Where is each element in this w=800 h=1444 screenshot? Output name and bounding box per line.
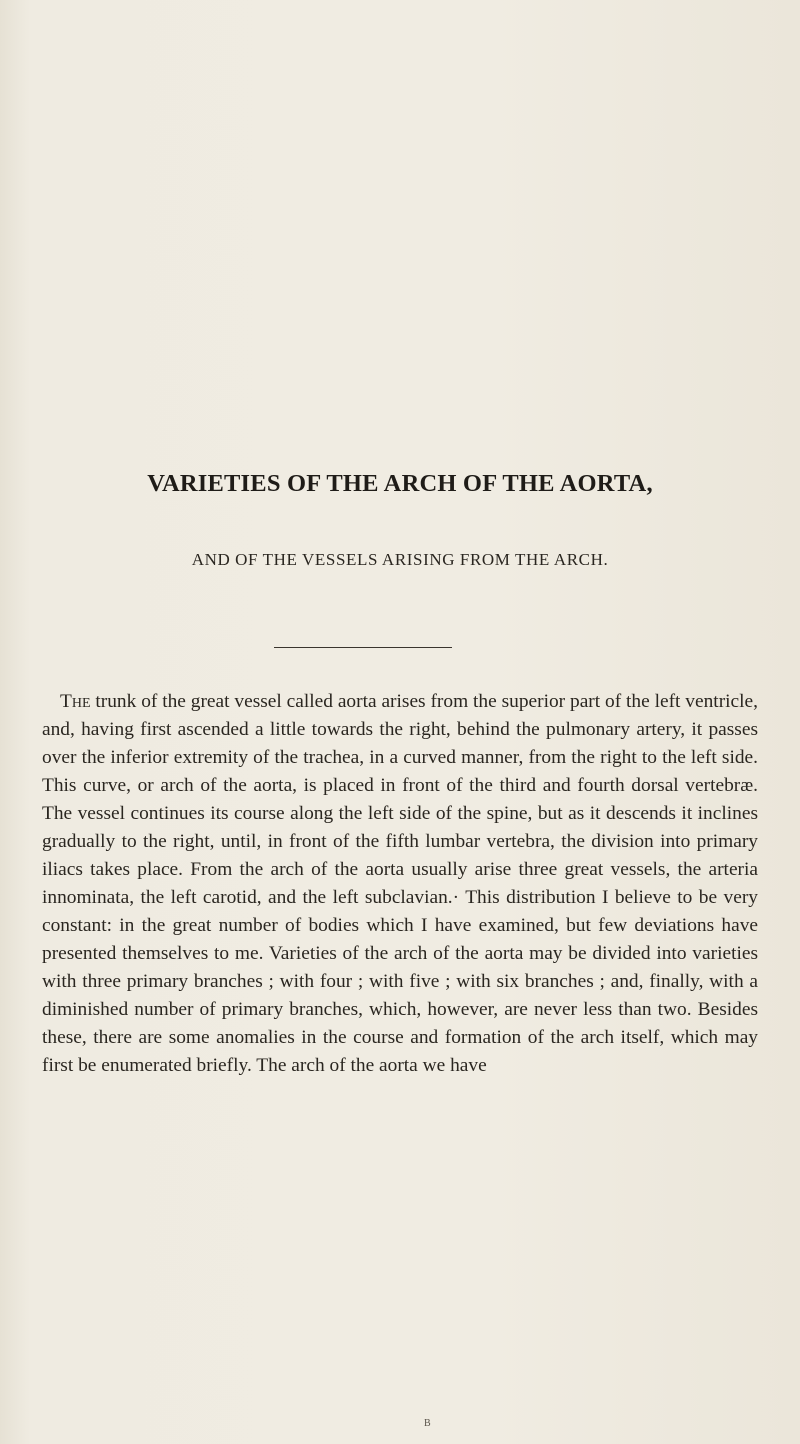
signature-mark: B <box>424 1418 431 1429</box>
paragraph-text: trunk of the great vessel called aorta arises from the superior part of the left ventricle, and, having first ascended a little towards the right, behind the pulmonary artery, it passes over the inferior extremity of the trachea, in a curved manner, from the right to the left side. This curve, or arch of the aorta, is placed in front of the third and fourth dorsal vertebræ. The vessel continues its course along the left side of the spine, but as it descends it inclines gradually to the right, until, in front of the fifth lumbar vertebra, the division into primary iliacs takes place. From the arch of the aorta usually arise three great vessels, the arteria innominata, the left carotid, and the left subclavian.· This distribution I believe to be very constant: in the great number of bodies which I have examined, but few deviations have presented themselves to me. Varieties of the arch of the aorta may be divided into varieties with three primary branches ; with four ; with five ; with six branches ; and, finally, with a diminished number of primary branches, which, however, are never less than two. Besides these, there are some anomalies in the course and formation of the arch itself, which may first be enumerated briefly. The arch of the aorta we have <box>42 691 758 1076</box>
chapter-subheading: AND OF THE VESSELS ARISING FROM THE ARCH. <box>191 550 609 569</box>
body-paragraph <box>42 688 758 1080</box>
paragraph-lead-word: The <box>60 691 91 712</box>
section-divider-rule <box>274 647 452 648</box>
chapter-heading: VARIETIES OF THE ARCH OF THE AORTA, <box>147 470 653 497</box>
